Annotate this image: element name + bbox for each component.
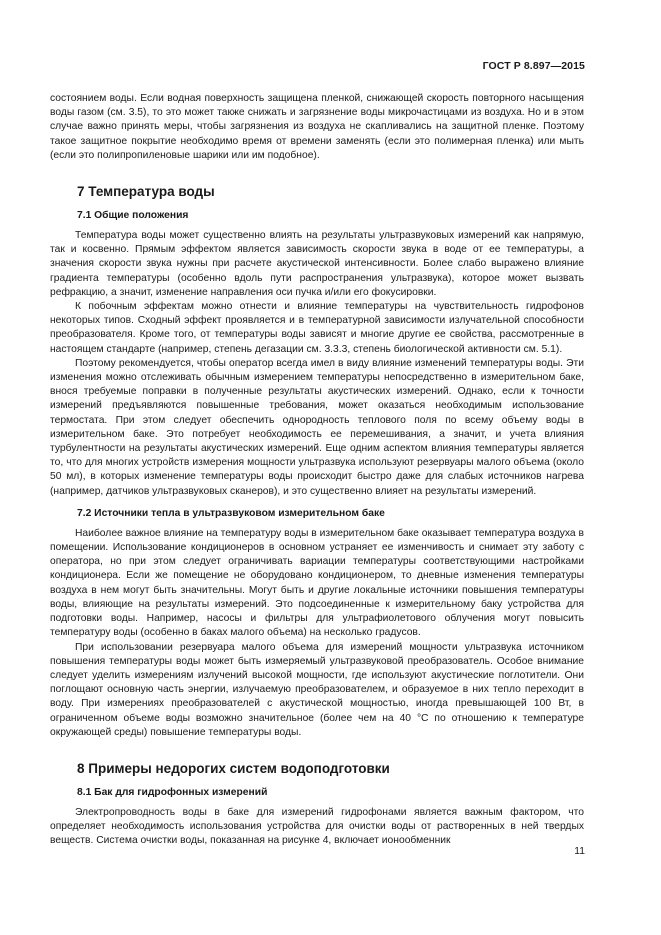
section-7-1-paragraph-3: Поэтому рекомендуется, чтобы оператор всегда имел в виду влияние изменений температуры воды. Эти изменения можно отслеживать обычным измерением температуры непосредственно в измерительном баке, внося требуемые поправки в полученные результаты акустических измерений. Однако, если к точности измерений предъявляются повышенные требования, может оказаться необходимым использование термостата. При этом следует обеспечить однородность теплового поля по всему объему воды в измерительном баке. Это потребует необходимость ее перемешивания, а значит, и учета влияния турбулентности на результаты акустических измерений. Еще одним аспектом влияния температуры является то, что для многих устройств измерения мощности ультразвука используют резервуары малого объема (около 50 мл), в которых изменение температуры воды происходит быстро даже для слабых источников нагрева (например, датчиков ультразвуковых сканеров), и это существенно влияет на результаты измерений. (50, 357, 584, 497)
section-7-1-paragraph-1: Температура воды может существенно влиять на результаты ультразвуковых измерений как напрямую, так и косвенно. Прямым эффектом является зависимость скорости звука в воде от ее температуры, а значения скорости звука нужны при расчете акустической интенсивности. Более слабо выражено влияние градиента температуры (особенно вдоль пути распространения ультразвука), которое может вызвать рефракцию, а значит, изменение направления оси пучка и/или его фокусировки. (50, 230, 584, 298)
page-content (50, 92, 584, 849)
subsection-8-1-title: 8.1 Бак для гидрофонных измерений (77, 786, 268, 798)
subsection-7-2-title: 7.2 Источники тепла в ультразвуковом измерительном баке (77, 507, 385, 519)
section-8-1-paragraph-1: Электропроводность воды в баке для измерений гидрофонами является важным фактором, что определяет необходимость использования устройства для очистки воды от растворенных в ней твердых веществ. Система очистки воды, показанная на рисунке 4, включает ионообменник (50, 806, 584, 847)
section-7-2-paragraph-1: Наиболее важное влияние на температуру воды в измерительном баке оказывает температура воздуха в помещении. Использование кондиционеров в основном устраняет ее изменчивость и снимает эту заботу с оператора, но при этом следует ограничивать вариации температуры соответствующими настройками кондиционера. Если же помещение не оборудовано кондиционером, то дневные изменения температуры воздуха в нем могут быть значительны. Могут быть и другие локальные источники повышения температуры воды, влияющие на результаты измерений. Это подсоединенные к измерительному баку устройства для подготовки воды. Например, насосы и фильтры для ультрафиолетового облучения могут повысить температуру воды (особенно в баках малого объема) на несколько градусов. (50, 527, 584, 639)
subsection-7-1-title: 7.1 Общие положения (77, 210, 189, 222)
intro-paragraph: состоянием воды. Если водная поверхность защищена пленкой, снижающей скорость повторного насыщения воды газом (см. 3.5), то это может также снижать и загрязнение воды микрочастицами из воздуха. Но и в этом случае важно принять меры, чтобы загрязнения из воздуха не скапливались на защитной пленке. Поэтому такое защитное покрытие необходимо время от времени заменять (если это полимерная пленка) или мыть (если это полипропиленовые шарики или им подобное). (50, 93, 584, 161)
section-8-title: 8 Примеры недорогих систем водоподготовки (77, 760, 390, 776)
section-7-2-paragraph-2: При использовании резервуара малого объема для измерений мощности ультразвука источником повышения температуры воды может быть измеряемый ультразвуковой преобразователь. Особое внимание следует уделить измерениям излучений высокой мощности, где используют акустические поглотители. Они поглощают основную часть энергии, излучаемую преобразователем, и образуемое в них тепло переходит в воду. При измерениях преобразователей с акустической мощностью, иногда превышающей 100 Вт, в ограниченном объеме воды возможно значительное (более чем на 40 °С по отношению к температуре окружающей среды) повышение температуры воды. (50, 641, 584, 738)
page-number: 11 (574, 846, 585, 857)
document-id-header: ГОСТ Р 8.897—2015 (482, 60, 585, 72)
section-7-title: 7 Температура воды (77, 184, 215, 200)
section-7-1-paragraph-2: К побочным эффектам можно отнести и влияние температуры на чувствительность гидрофонов некоторых типов. Сходный эффект проявляется и в температурной зависимости излучательной способности преобразователя. Кроме того, от температуры воды зависят и многие другие ее свойства, рассмотренные в настоящем стандарте (например, степень дегазации см. 3.3.3, степень биологической активности см. 5.1). (50, 301, 584, 355)
